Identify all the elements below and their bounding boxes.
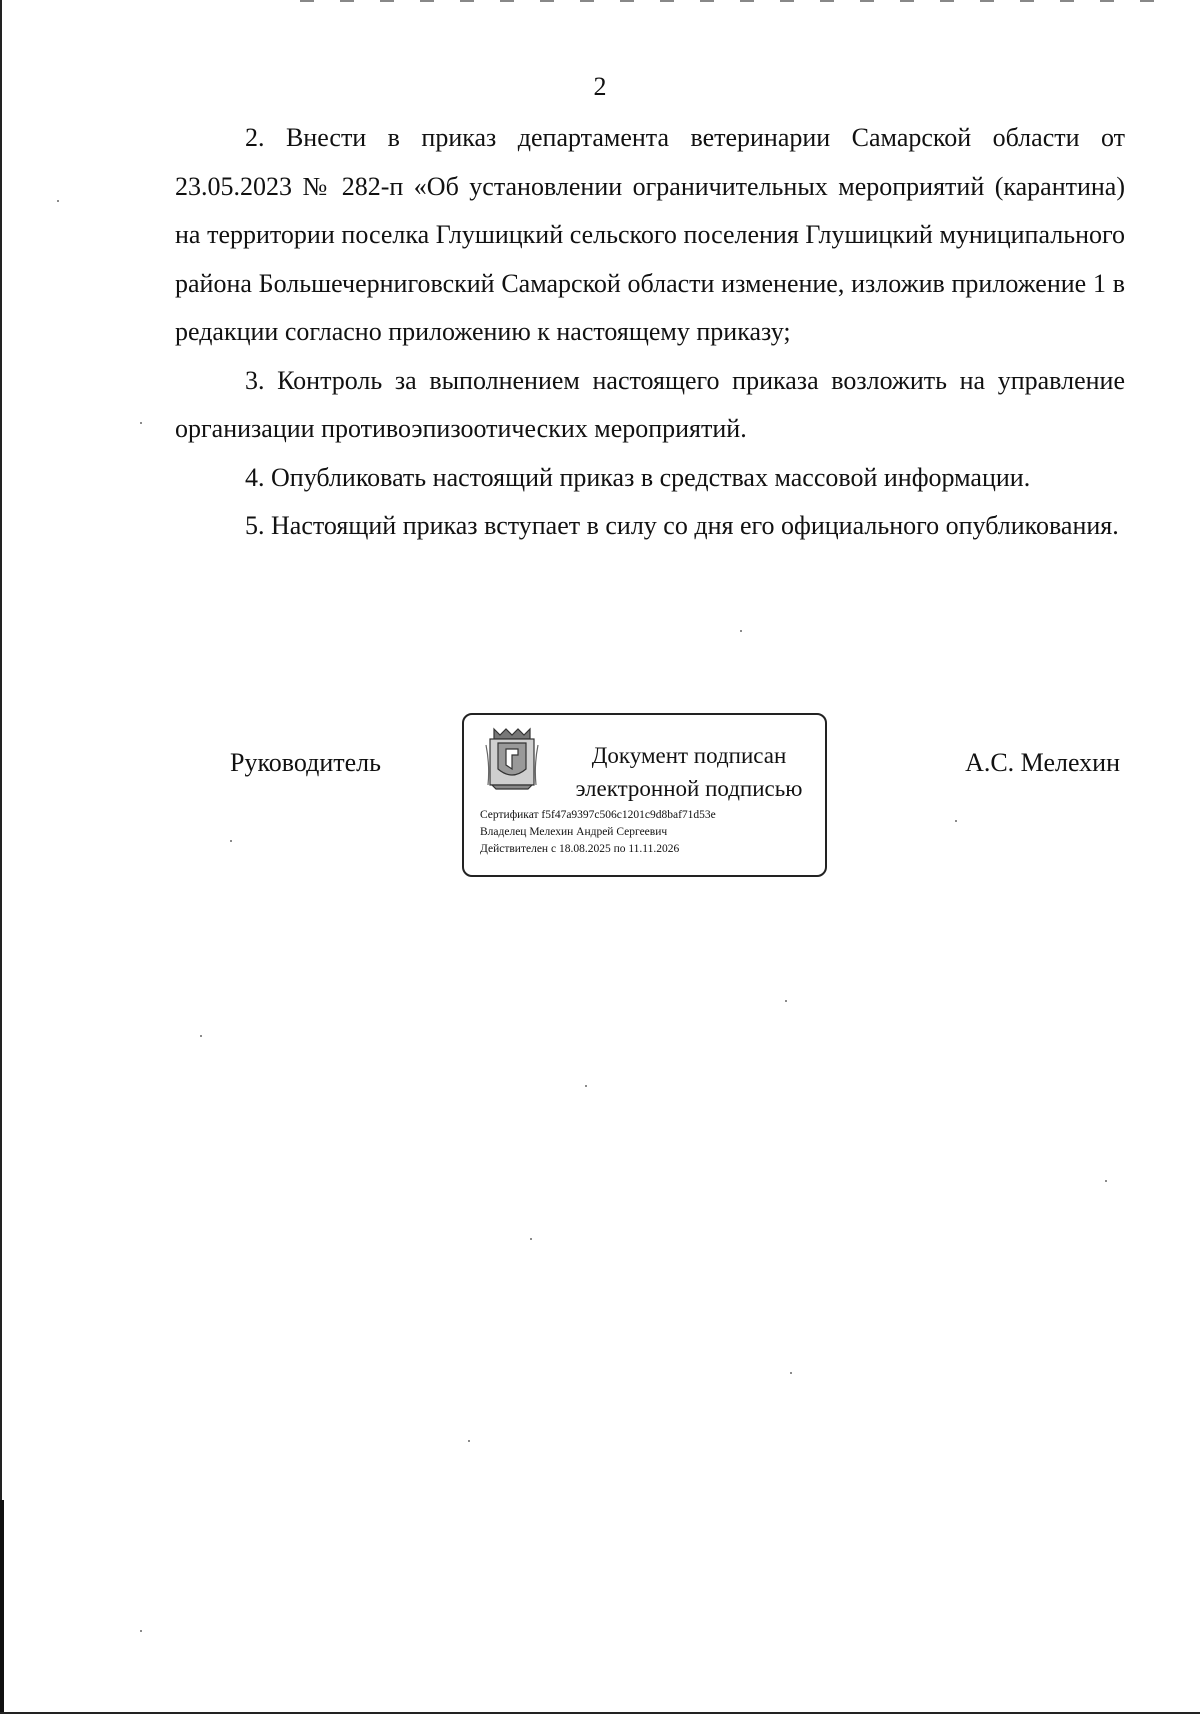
certificate-validity: Действителен с 18.08.2025 по 11.11.2026 [480, 843, 680, 855]
scan-speck [530, 1238, 532, 1240]
signer-name: А.С. Мелехин [965, 748, 1120, 777]
scan-speck [1105, 1180, 1107, 1182]
coat-of-arms-icon [484, 725, 540, 791]
paragraph-item-4: 4. Опубликовать настоящий приказ в средствах массовой информации. [245, 462, 1031, 492]
scan-speck [140, 422, 142, 424]
stamp-title [559, 739, 819, 805]
scan-speck [790, 1372, 792, 1374]
stamp-title-line1: Документ подписан [591, 743, 787, 768]
scan-edge-top [300, 0, 1160, 2]
certificate-number: Сертификат f5f47a9397c506c1201c9d8baf71d53e [480, 809, 716, 821]
paragraph-item-3: 3. Контроль за выполнением настоящего приказа возложить на управление организации противоэпизоотических мероприятий. [175, 365, 1125, 443]
certificate-owner: Владелец Мелехин Андрей Сергеевич [480, 826, 668, 838]
scan-speck [785, 1000, 787, 1002]
scan-speck [200, 1035, 202, 1037]
scan-speck [585, 1085, 587, 1087]
paragraph-item-2: 2. Внести в приказ департамента ветеринарии Самарской области от 23.05.2023 № 282-п «Об установлении ограничительных мероприятий (карантина) на территории поселка Глушицкий сельского поселения Глушицкий муниципального района Большечерниговский Самарской области изменение, изложив приложение 1 в редакции согласно приложению к настоящему приказу; [175, 123, 1125, 346]
scan-speck [468, 1440, 470, 1442]
scan-speck [140, 1630, 142, 1632]
scan-edge-left-mark [0, 1500, 4, 1714]
stamp-title-line2: электронной подписью [575, 776, 803, 801]
order-body [175, 114, 1125, 551]
stamp-details [480, 807, 820, 858]
scan-speck [955, 820, 957, 822]
signer-role: Руководитель [230, 748, 381, 777]
signature-block [0, 740, 1200, 900]
electronic-signature-stamp [462, 713, 827, 877]
scan-speck [57, 200, 59, 202]
paragraph-item-5: 5. Настоящий приказ вступает в силу со дня его официального опубликования. [245, 511, 1119, 540]
scan-speck [740, 630, 742, 632]
scan-speck [230, 840, 232, 842]
page-number: 2 [593, 72, 607, 101]
